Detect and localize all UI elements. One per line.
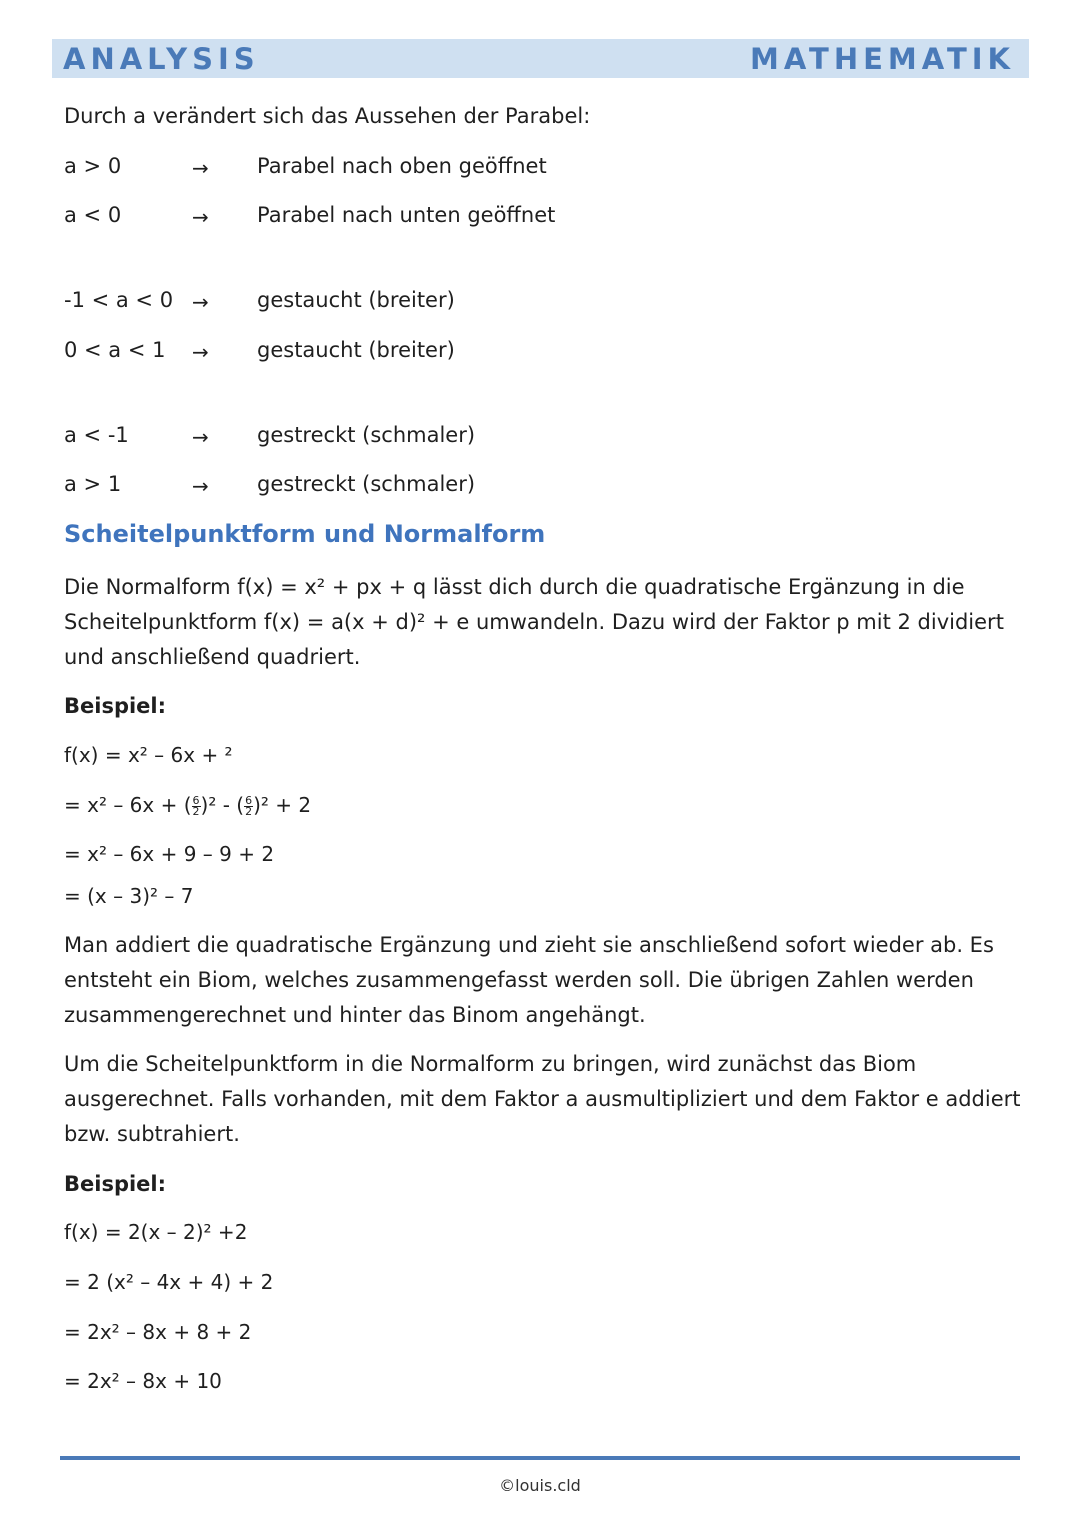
- rule-description: gestreckt (schmaler): [257, 472, 476, 496]
- arrow-icon: →: [192, 290, 209, 314]
- paragraph-line: zusammengerechnet und hinter das Binom angehängt.: [64, 1003, 646, 1027]
- fraction-numerator: 6: [245, 794, 253, 807]
- rule-description: Parabel nach unten geöffnet: [257, 203, 556, 227]
- fraction: [192, 796, 201, 817]
- fraction-denominator: 2: [245, 805, 253, 818]
- example-label: Beispiel:: [64, 694, 167, 718]
- arrow-icon: →: [192, 474, 209, 498]
- equation-line: = 2 (x² – 4x + 4) + 2: [64, 1270, 274, 1294]
- paragraph-line: entsteht ein Biom, welches zusammengefasst werden soll. Die übrigen Zahlen werden: [64, 968, 974, 992]
- equation-line: f(x) = 2(x – 2)² +2: [64, 1220, 248, 1244]
- paragraph-conversion: [64, 1047, 1024, 1152]
- equation-line: = 2x² – 8x + 8 + 2: [64, 1320, 252, 1344]
- header-course: MATHEMATIK: [749, 42, 1015, 76]
- paragraph-line: Scheitelpunktform f(x) = a(x + d)² + e umwandeln. Dazu wird der Faktor p mit 2 dividiert: [64, 610, 1004, 634]
- paragraph-line: Die Normalform f(x) = x² + px + q lässt dich durch die quadratische Ergänzung in die: [64, 575, 965, 599]
- rule-condition: a > 0: [64, 154, 122, 178]
- equation-line: = 2x² – 8x + 10: [64, 1369, 222, 1393]
- equation-part: )² + 2: [253, 793, 312, 817]
- header-subject: ANALYSIS: [63, 42, 260, 76]
- paragraph-line: ausgerechnet. Falls vorhanden, mit dem Faktor a ausmultipliziert und dem Faktor e addiert: [64, 1087, 1021, 1111]
- example-label: Beispiel:: [64, 1172, 167, 1196]
- arrow-icon: →: [192, 425, 209, 449]
- rule-condition: -1 < a < 0: [64, 288, 174, 312]
- rule-description: gestreckt (schmaler): [257, 423, 476, 447]
- rule-description: Parabel nach oben geöffnet: [257, 154, 547, 178]
- paragraph-line: Um die Scheitelpunktform in die Normalform zu bringen, wird zunächst das Biom: [64, 1052, 917, 1076]
- fraction-numerator: 6: [192, 794, 200, 807]
- page-header: [52, 39, 1029, 78]
- paragraph-line: bzw. subtrahiert.: [64, 1122, 240, 1146]
- paragraph-line: Man addiert die quadratische Ergänzung und zieht sie anschließend sofort wieder ab. Es: [64, 933, 994, 957]
- arrow-icon: →: [192, 205, 209, 229]
- rule-condition: a > 1: [64, 472, 122, 496]
- arrow-icon: →: [192, 340, 209, 364]
- equation-line: = (x – 3)² – 7: [64, 884, 194, 908]
- rule-description: gestaucht (breiter): [257, 338, 455, 362]
- rule-condition: a < -1: [64, 423, 129, 447]
- equation-line: = x² – 6x + 9 – 9 + 2: [64, 842, 275, 866]
- footer-credit: ©louis.cld: [499, 1476, 581, 1495]
- paragraph-explanation: [64, 928, 1024, 1033]
- equation-line: [64, 793, 311, 817]
- equation-line: f(x) = x² – 6x + ²: [64, 743, 233, 767]
- equation-part: = x² – 6x + (: [64, 793, 192, 817]
- fraction: [244, 796, 253, 817]
- rule-description: gestaucht (breiter): [257, 288, 455, 312]
- paragraph-line: und anschließend quadriert.: [64, 645, 361, 669]
- section-heading: Scheitelpunktform und Normalform: [64, 520, 546, 548]
- paragraph-normalform: [64, 570, 1024, 675]
- equation-part: )² - (: [200, 793, 245, 817]
- intro-text: Durch a verändert sich das Aussehen der Parabel:: [64, 104, 591, 128]
- rule-condition: 0 < a < 1: [64, 338, 166, 362]
- arrow-icon: →: [192, 156, 209, 180]
- rule-condition: a < 0: [64, 203, 122, 227]
- footer-divider: [60, 1456, 1020, 1460]
- fraction-denominator: 2: [192, 805, 200, 818]
